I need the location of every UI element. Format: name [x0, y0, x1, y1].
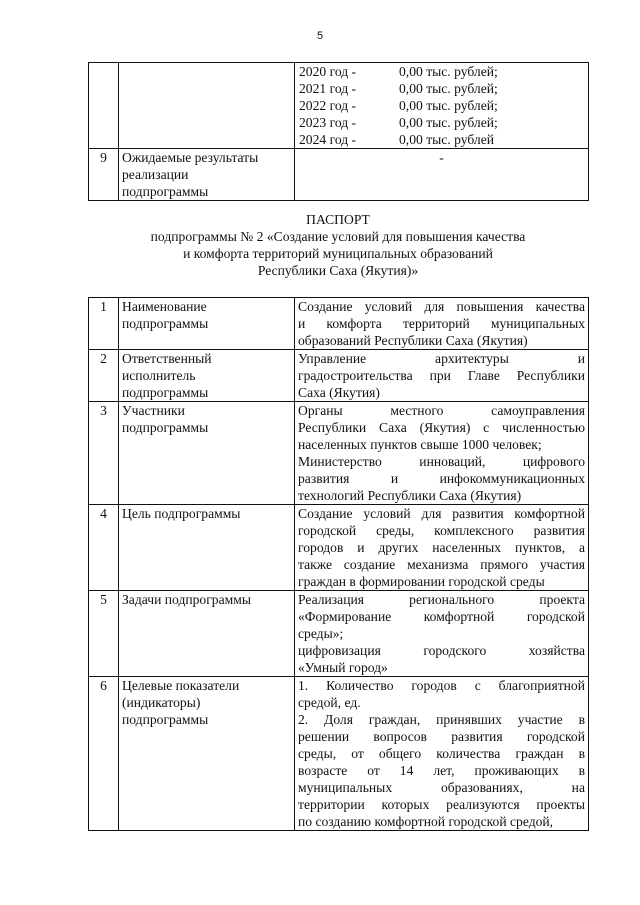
value-line: возрасте от 14 лет, проживающих в [298, 763, 585, 778]
financing-row [299, 131, 585, 148]
financing-year: 2020 год - [299, 64, 357, 79]
label-line: Целевые показатели [122, 678, 240, 693]
value-line: граждан в формировании городской среды [298, 574, 545, 589]
row-label [119, 149, 295, 201]
value-line: территории которых реализуются проекты [298, 797, 585, 812]
table-row [89, 149, 589, 201]
row-value [295, 677, 589, 831]
row-value [295, 298, 589, 350]
value-line: также создание механизма прямого участия [298, 557, 585, 572]
row-label [119, 677, 295, 831]
continuation-table [88, 62, 589, 201]
row-number: 1 [89, 298, 119, 350]
row-label [119, 591, 295, 677]
value-line: городов и других населенных пунктов, а [298, 540, 585, 555]
label-line: Цель подпрограммы [122, 506, 241, 521]
financing-row [299, 114, 585, 131]
label-line: исполнитель [122, 368, 196, 383]
value-line: Реализация регионального проекта [298, 592, 585, 607]
financing-amount: 0,00 тыс. рублей [399, 132, 494, 147]
financing-cell [295, 63, 589, 149]
label-line: подпрограммы [122, 184, 209, 199]
page-number: 5 [316, 30, 324, 42]
value-line: и комфорта территорий муниципальных [298, 316, 585, 331]
row-number: 9 [89, 149, 119, 201]
passport-heading [88, 211, 588, 279]
financing-amount: 0,00 тыс. рублей; [399, 81, 498, 96]
label-line: Ожидаемые результаты [122, 150, 259, 165]
value-line: Министерство инноваций, цифрового [298, 454, 585, 469]
row-label [119, 350, 295, 402]
label-line: Задачи подпрограммы [122, 592, 251, 607]
value-line: муниципальных образованиях, на [298, 780, 585, 795]
label-line: подпрограммы [122, 712, 209, 727]
value-line: среды, от общего количества граждан в [298, 746, 585, 761]
financing-year: 2022 год - [299, 98, 357, 113]
row-label [119, 402, 295, 505]
value-line: среды»; [298, 626, 344, 641]
row-value [295, 505, 589, 591]
table-row [89, 402, 589, 505]
financing-year: 2024 год - [299, 132, 357, 147]
value-line: цифровизация городского хозяйства [298, 643, 585, 658]
table-cell [119, 63, 295, 149]
financing-amount: 0,00 тыс. рублей; [399, 98, 498, 113]
label-line: подпрограммы [122, 385, 209, 400]
financing-row [299, 80, 585, 97]
row-label [119, 505, 295, 591]
value-line: градостроительства при Главе Республики [298, 368, 585, 383]
table-row [89, 505, 589, 591]
row-value: - [295, 149, 589, 201]
heading-line: и комфорта территорий муниципальных образований [183, 246, 493, 261]
financing-year: 2023 год - [299, 115, 357, 130]
value-line: городской среды, комплексного развития [298, 523, 585, 538]
value-line: 1. Количество городов с благоприятной [298, 678, 585, 693]
value-line: Органы местного самоуправления [298, 403, 585, 418]
table-row [89, 298, 589, 350]
value-line: Управление архитектуры и [298, 351, 585, 366]
financing-row [299, 63, 585, 80]
row-value [295, 591, 589, 677]
value-line: Создание условий для повышения качества [298, 299, 585, 314]
row-value [295, 350, 589, 402]
table-row [89, 63, 589, 149]
value-line: 2. Доля граждан, принявших участие в [298, 712, 585, 727]
value-line: средой, ед. [298, 695, 361, 710]
row-label [119, 298, 295, 350]
financing-row [299, 97, 585, 114]
value-line: Саха (Якутия) [298, 385, 380, 400]
value-line: населенных пунктов свыше 1000 человек; [298, 437, 542, 452]
heading-line: подпрограммы № 2 «Создание условий для повышения качества [150, 229, 526, 244]
label-line: Участники [122, 403, 185, 418]
value-line: «Умный город» [298, 660, 388, 675]
label-line: (индикаторы) [122, 695, 201, 710]
table-row [89, 677, 589, 831]
value-line: технологий Республики Саха (Якутия) [298, 488, 522, 503]
label-line: подпрограммы [122, 420, 209, 435]
row-number: 6 [89, 677, 119, 831]
table-row [89, 350, 589, 402]
row-value [295, 402, 589, 505]
value-line: «Формирование комфортной городской [298, 609, 585, 624]
value-line: по созданию комфортной городской средой, [298, 814, 554, 829]
heading-title: ПАСПОРТ [306, 212, 370, 227]
value-line: Республики Саха (Якутия) с численностью [298, 420, 585, 435]
passport-table [88, 297, 589, 831]
row-number: 5 [89, 591, 119, 677]
financing-year: 2021 год - [299, 81, 357, 96]
row-number: 2 [89, 350, 119, 402]
value-line: развития и инфокоммуникационных [298, 471, 585, 486]
table-cell [89, 63, 119, 149]
table-row [89, 591, 589, 677]
heading-line: Республики Саха (Якутия)» [257, 263, 419, 278]
financing-amount: 0,00 тыс. рублей; [399, 64, 498, 79]
value-line: Создание условий для развития комфортной [298, 506, 585, 521]
label-line: Ответственный [122, 351, 212, 366]
financing-amount: 0,00 тыс. рублей; [399, 115, 498, 130]
row-number: 3 [89, 402, 119, 505]
label-line: Наименование [122, 299, 207, 314]
row-number: 4 [89, 505, 119, 591]
label-line: реализации [122, 167, 189, 182]
value-line: решении вопросов развития городской [298, 729, 585, 744]
value-line: образований Республики Саха (Якутия) [298, 333, 528, 348]
label-line: подпрограммы [122, 316, 209, 331]
